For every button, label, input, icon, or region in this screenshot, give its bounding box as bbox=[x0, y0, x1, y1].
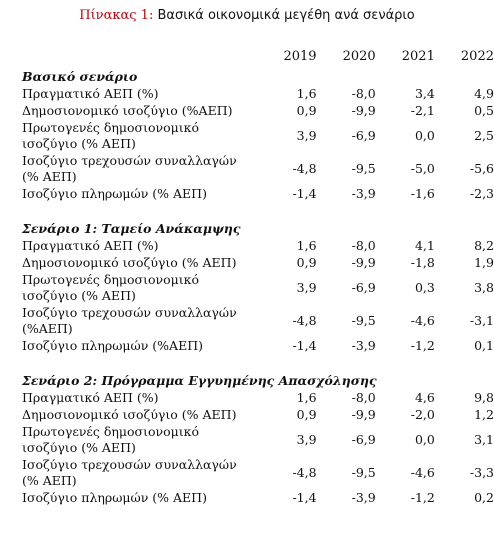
value-cell: -1,8 bbox=[410, 254, 435, 270]
table-row bbox=[22, 389, 494, 406]
row-label: Δημοσιονομικό ισοζύγιο (% ΑΕΠ) bbox=[22, 254, 237, 270]
value-cell: 3,8 bbox=[474, 279, 494, 295]
value-cell: 3,4 bbox=[414, 85, 435, 101]
value-cell: 1,9 bbox=[474, 254, 494, 270]
year-header: 2022 bbox=[460, 49, 494, 64]
value-cell: -9,5 bbox=[351, 160, 376, 176]
value-cell: -9,9 bbox=[351, 102, 376, 118]
value-cell: -5,0 bbox=[410, 160, 435, 176]
row-label-line: ισοζύγιο (% ΑΕΠ) bbox=[22, 439, 136, 455]
value-cell: -2,0 bbox=[410, 406, 435, 422]
row-label bbox=[22, 271, 265, 304]
table-row bbox=[22, 152, 494, 185]
value-cell: -1,4 bbox=[292, 337, 317, 353]
row-label: Πραγματικό ΑΕΠ (%) bbox=[22, 237, 159, 253]
row-label-line: (% ΑΕΠ) bbox=[22, 472, 77, 488]
value-cell: 1,2 bbox=[474, 406, 494, 422]
section-heading-row bbox=[22, 220, 494, 237]
value-cell: -3,1 bbox=[469, 312, 494, 328]
row-label-line: Ισοζύγιο τρεχουσών συναλλαγών bbox=[22, 152, 237, 168]
table-title bbox=[0, 8, 494, 24]
value-cell: 0,9 bbox=[296, 102, 317, 118]
value-cell: 0,0 bbox=[414, 127, 435, 143]
value-cell: 8,2 bbox=[474, 237, 494, 253]
row-label bbox=[22, 119, 265, 152]
value-cell: 3,9 bbox=[296, 127, 317, 143]
value-cell: 0,3 bbox=[414, 279, 435, 295]
value-cell: -4,6 bbox=[410, 464, 435, 480]
value-cell: -1,4 bbox=[292, 489, 317, 505]
year-header: 2019 bbox=[283, 49, 317, 64]
row-label bbox=[22, 152, 265, 185]
value-cell: -1,6 bbox=[410, 185, 435, 201]
value-cell: -2,3 bbox=[469, 185, 494, 201]
section-gap bbox=[22, 354, 494, 372]
value-cell: -4,8 bbox=[292, 312, 317, 328]
value-cell: 3,9 bbox=[296, 279, 317, 295]
row-label: Πραγματικό ΑΕΠ (%) bbox=[22, 85, 159, 101]
table-caption: Βασικά οικονομικά μεγέθη ανά σενάριο bbox=[157, 8, 415, 23]
row-label: Ισοζύγιο πληρωμών (% ΑΕΠ) bbox=[22, 489, 207, 505]
section-heading: Σενάριο 1: Ταμείο Ανάκαμψης bbox=[22, 220, 241, 236]
value-cell: 1,6 bbox=[296, 85, 317, 101]
row-label-line: Ισοζύγιο τρεχουσών συναλλαγών bbox=[22, 304, 237, 320]
row-label bbox=[22, 304, 265, 337]
row-label: Πραγματικό ΑΕΠ (%) bbox=[22, 389, 159, 405]
row-label-line: Πρωτογενές δημοσιονομικό bbox=[22, 423, 199, 439]
table-number: Πίνακας 1: bbox=[79, 8, 154, 23]
value-cell: -9,9 bbox=[351, 406, 376, 422]
row-label-line: Πρωτογενές δημοσιονομικό bbox=[22, 119, 199, 135]
table-row bbox=[22, 489, 494, 506]
value-cell: -9,9 bbox=[351, 254, 376, 270]
row-label-line: ισοζύγιο (% ΑΕΠ) bbox=[22, 135, 136, 151]
value-cell: 0,1 bbox=[474, 337, 494, 353]
value-cell: 0,2 bbox=[474, 489, 494, 505]
value-cell: -6,9 bbox=[351, 127, 376, 143]
value-cell: -6,9 bbox=[351, 431, 376, 447]
value-cell: -3,9 bbox=[351, 337, 376, 353]
value-cell: 4,1 bbox=[414, 237, 435, 253]
value-cell: -1,2 bbox=[410, 337, 435, 353]
value-cell: -1,2 bbox=[410, 489, 435, 505]
year-header-row bbox=[22, 46, 494, 68]
value-cell: -1,4 bbox=[292, 185, 317, 201]
table-row bbox=[22, 237, 494, 254]
value-cell: -9,5 bbox=[351, 464, 376, 480]
value-cell: -6,9 bbox=[351, 279, 376, 295]
value-cell: 0,9 bbox=[296, 406, 317, 422]
row-label bbox=[22, 423, 265, 456]
value-cell: -9,5 bbox=[351, 312, 376, 328]
table-row bbox=[22, 185, 494, 202]
row-label: Ισοζύγιο πληρωμών (%ΑΕΠ) bbox=[22, 337, 203, 353]
section-heading-row bbox=[22, 68, 494, 85]
value-cell: 3,1 bbox=[474, 431, 494, 447]
row-label-line: Ισοζύγιο τρεχουσών συναλλαγών bbox=[22, 456, 237, 472]
row-label: Ισοζύγιο πληρωμών (% ΑΕΠ) bbox=[22, 185, 207, 201]
value-cell: 2,5 bbox=[474, 127, 494, 143]
value-cell: 1,6 bbox=[296, 389, 317, 405]
table-row bbox=[22, 119, 494, 152]
table-row bbox=[22, 85, 494, 102]
table-row bbox=[22, 304, 494, 337]
value-cell: 9,8 bbox=[474, 389, 494, 405]
year-header: 2020 bbox=[342, 49, 376, 64]
table-row bbox=[22, 271, 494, 304]
value-cell: -8,0 bbox=[351, 389, 376, 405]
value-cell: -8,0 bbox=[351, 85, 376, 101]
scenario-table bbox=[22, 46, 494, 506]
value-cell: 0,9 bbox=[296, 254, 317, 270]
section-heading: Σενάριο 2: Πρόγραμμα Εγγυημένης Απασχόλησης bbox=[22, 372, 377, 388]
row-label-line: (%ΑΕΠ) bbox=[22, 320, 73, 336]
value-cell: -3,9 bbox=[351, 489, 376, 505]
value-cell: -4,8 bbox=[292, 464, 317, 480]
value-cell: 4,9 bbox=[474, 85, 494, 101]
row-label bbox=[22, 456, 265, 489]
value-cell: -4,8 bbox=[292, 160, 317, 176]
table-row bbox=[22, 406, 494, 423]
section-gap bbox=[22, 202, 494, 220]
table-row bbox=[22, 423, 494, 456]
header-spacer bbox=[22, 46, 265, 68]
row-label-line: (% ΑΕΠ) bbox=[22, 168, 77, 184]
value-cell: 0,5 bbox=[474, 102, 494, 118]
table-row bbox=[22, 337, 494, 354]
row-label: Δημοσιονομικό ισοζύγιο (%ΑΕΠ) bbox=[22, 102, 233, 118]
row-label-line: Πρωτογενές δημοσιονομικό bbox=[22, 271, 199, 287]
value-cell: -2,1 bbox=[410, 102, 435, 118]
value-cell: -4,6 bbox=[410, 312, 435, 328]
value-cell: 3,9 bbox=[296, 431, 317, 447]
section-heading-row bbox=[22, 372, 494, 389]
value-cell: 0,0 bbox=[414, 431, 435, 447]
value-cell: 1,6 bbox=[296, 237, 317, 253]
year-header: 2021 bbox=[401, 49, 435, 64]
value-cell: 4,6 bbox=[414, 389, 435, 405]
table-row bbox=[22, 254, 494, 271]
table-row bbox=[22, 102, 494, 119]
row-label: Δημοσιονομικό ισοζύγιο (% ΑΕΠ) bbox=[22, 406, 237, 422]
table-row bbox=[22, 456, 494, 489]
value-cell: -8,0 bbox=[351, 237, 376, 253]
row-label-line: ισοζύγιο (% ΑΕΠ) bbox=[22, 287, 136, 303]
value-cell: -3,3 bbox=[469, 464, 494, 480]
section-heading: Βασικό σενάριο bbox=[22, 68, 138, 84]
value-cell: -5,6 bbox=[469, 160, 494, 176]
value-cell: -3,9 bbox=[351, 185, 376, 201]
